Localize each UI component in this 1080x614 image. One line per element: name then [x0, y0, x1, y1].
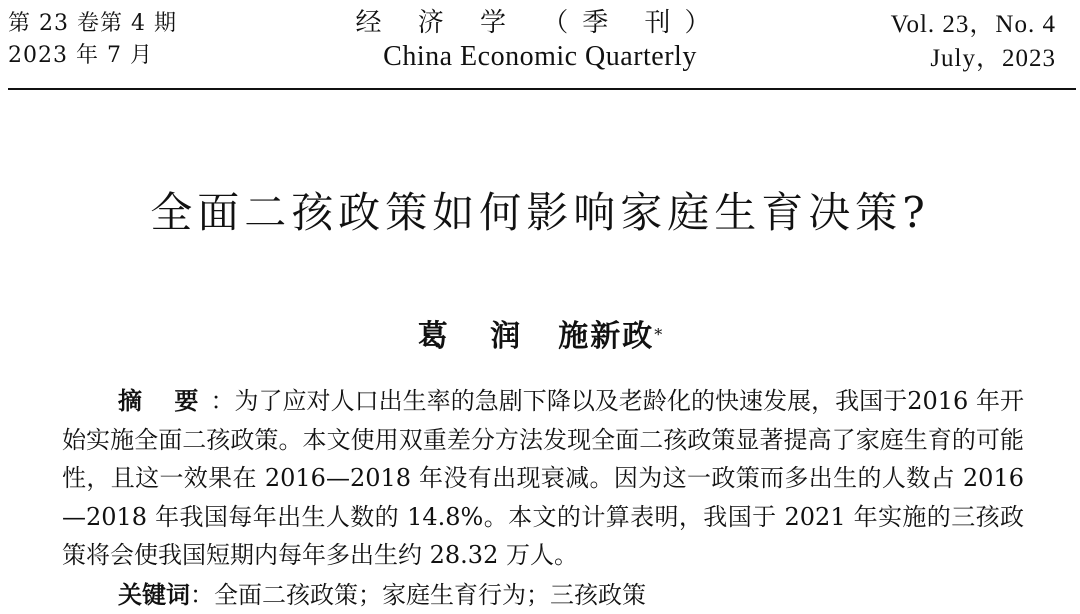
date-en: July，2023 — [930, 45, 1056, 72]
keywords-text: 全面二孩政策；家庭生育行为；三孩政策 — [214, 581, 646, 609]
issue-info — [8, 8, 177, 72]
author-ge-run: 葛 润 — [417, 319, 537, 354]
keywords-label: 关键词 — [118, 580, 190, 609]
journal-name — [340, 6, 740, 74]
keywords-label-colon: ： — [190, 581, 214, 609]
article-title: 全面二孩政策如何影响家庭生育决策? — [150, 188, 930, 237]
abstract-block — [62, 382, 1024, 575]
keywords-line — [118, 576, 646, 614]
abstract-text: 为了应对人口出生率的急剧下降以及老龄化的快速发展，我国于2016 年开始实施全面二孩政策。本文使用双重差分方法发现全面二孩政策显著提高了家庭生育的可能性，且这一效果在 2016—2018 年没有出现衰减。因为这一政策而多出生的人数占 2016—2018 年我国每年出生人数的 14.8%。本文的计算表明，我国于 2021 年实施的三孩政策将会使我国短期内每年多出生约 28.32 万人。 — [62, 387, 1024, 569]
volume-issue-cn: 第 23 卷第 4 期 — [8, 11, 177, 36]
author-footnote-mark: * — [654, 325, 663, 344]
author-line — [0, 313, 1080, 361]
date-cn: 2023 年 7 月 — [8, 43, 153, 68]
abstract-label-colon: ： — [210, 387, 235, 415]
header-rule — [8, 88, 1076, 90]
issue-info-en — [891, 8, 1056, 76]
abstract-label: 摘 要 — [118, 386, 211, 415]
journal-name-en: China Economic Quarterly — [383, 41, 697, 72]
volume-issue-en: Vol. 23，No. 4 — [890, 11, 1056, 38]
author-shi-xinzheng: 施新政 — [558, 319, 655, 354]
journal-name-cn: 经 济 学 （季 刊） — [355, 8, 725, 38]
journal-header — [0, 0, 1080, 90]
abstract-paragraph — [62, 382, 1024, 575]
